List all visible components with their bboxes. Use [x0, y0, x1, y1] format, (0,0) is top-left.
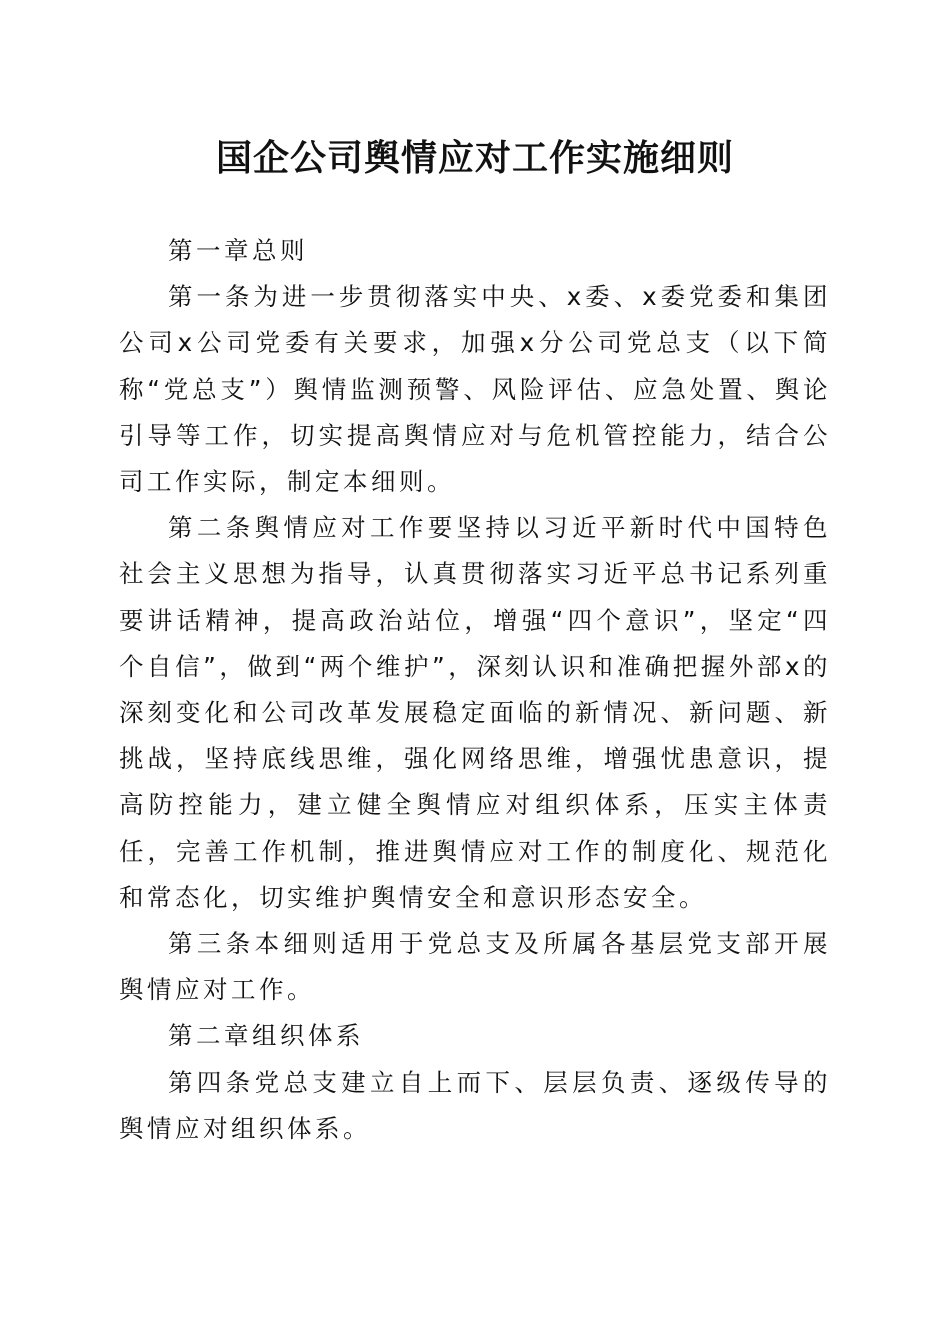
- chapter-heading-general: 第一章总则: [168, 236, 308, 265]
- article-4-paragraph: 第四条党总支建立自上而下、层层负责、逐级传导的舆情应对组织体系。: [119, 1067, 831, 1143]
- document-title: 国企公司舆情应对工作实施细则: [215, 137, 734, 179]
- document-body: [119, 228, 831, 1152]
- article-3-paragraph: 第三条本细则适用于党总支及所属各基层党支部开展舆情应对工作。: [119, 929, 831, 1005]
- chapter-heading-organization: 第二章组织体系: [168, 1021, 364, 1051]
- article-2-paragraph: 第二条舆情应对工作要坚持以习近平新时代中国特色社会主义思想为指导，认真贯彻落实习近平总书记系列重要讲话精神，提高政治站位，增强“四个意识”，坚定“四个自信”，做到“两个维护”，深刻认识和准确把握外部x的深刻变化和公司改革发展稳定面临的新情况、新问题、新挑战，坚持底线思维，强化网络思维，增强忧患意识，提高防控能力，建立健全舆情应对组织体系，压实主体责任，完善工作机制，推进舆情应对工作的制度化、规范化和常态化，切实维护舆情安全和意识形态安全。: [119, 513, 831, 912]
- article-1-paragraph: 第一条为进一步贯彻落实中央、x委、x委党委和集团公司x公司党委有关要求，加强x分公司党总支（以下简称“党总支”）舆情监测预警、风险评估、应急处置、舆论引导等工作，切实提高舆情应对与危机管控能力，结合公司工作实际，制定本细则。: [119, 282, 831, 497]
